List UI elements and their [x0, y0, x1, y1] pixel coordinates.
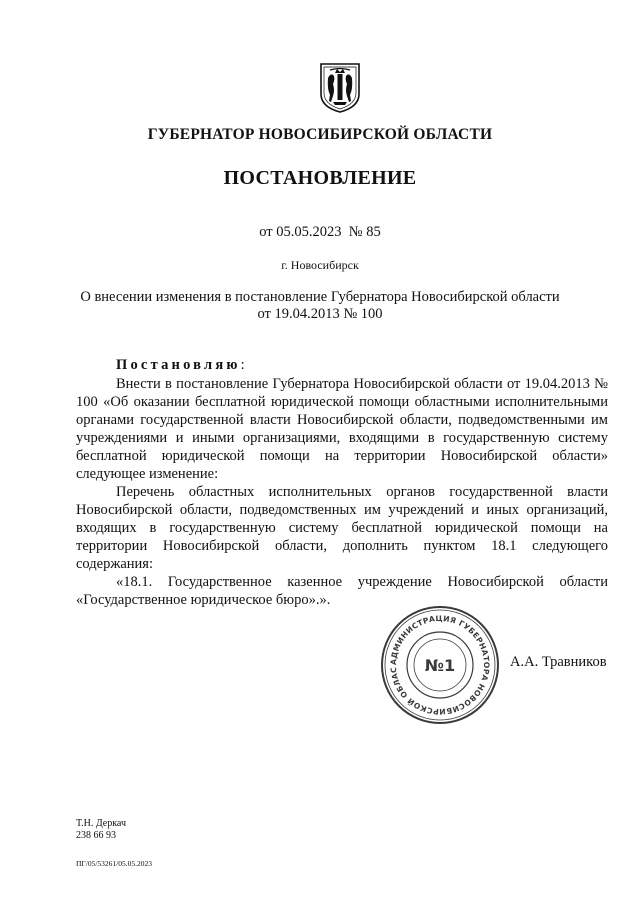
subject-line-2: от 19.04.2013 № 100	[257, 306, 383, 322]
seal-ring-text: АДМИНИСТРАЦИЯ ГУБЕРНАТОРА НОВОСИБИРСКОЙ ОБЛАС	[388, 613, 492, 717]
body-paragraph-3: «18.1. Государственное казенное учреждение Новосибирской области «Государственное юридическое бюро».».	[76, 574, 608, 608]
document-type-heading: ПОСТАНОВЛЕНИЕ	[223, 167, 417, 189]
executor-phone: 238 66 93	[76, 830, 116, 841]
registration-number: ПГ/05/53261/05.05.2023	[76, 859, 153, 868]
document-date-number	[0, 224, 640, 241]
coat-of-arms-icon	[318, 60, 362, 114]
governor-title: ГУБЕРНАТОР НОВОСИБИРСКОЙ ОБЛАСТИ	[147, 126, 493, 143]
decree-colon: :	[240, 357, 245, 373]
body-paragraph-1: Внести в постановление Губернатора Новосибирской области от 19.04.2013 № 100 «Об оказании бесплатной юридической помощи областными исполнительными органами государственной власти Новосибирской области, подведомственными им учреждениями и иными организациями, входящими в государственную систему бесплатной юридической помощи на территории Новосибирской области» следующее изменение:	[76, 376, 608, 482]
subject-line-1: О внесении изменения в постановление Губернатора Новосибирской области	[80, 289, 560, 305]
decree-word-text: Постановляю	[116, 357, 241, 373]
date-number-text: от 05.05.2023 № 85	[259, 224, 381, 240]
issuing-city: г. Новосибирск	[281, 258, 359, 272]
official-seal	[378, 603, 502, 727]
signatory-name: А.А. Травников	[510, 654, 607, 670]
executor-name: Т.Н. Деркач	[76, 818, 126, 829]
body-paragraph-2: Перечень областных исполнительных органов государственной власти Новосибирской области, подведомственных им учреждений и иных организаций, входящих в государственную систему бесплатной юридической помощи на территории Новосибирской области, дополнить пунктом 18.1 следующего содержания:	[76, 484, 608, 572]
document-subject	[60, 289, 580, 323]
decree-word	[116, 356, 608, 374]
document-body	[76, 356, 608, 609]
seal-number: №1	[424, 656, 456, 675]
